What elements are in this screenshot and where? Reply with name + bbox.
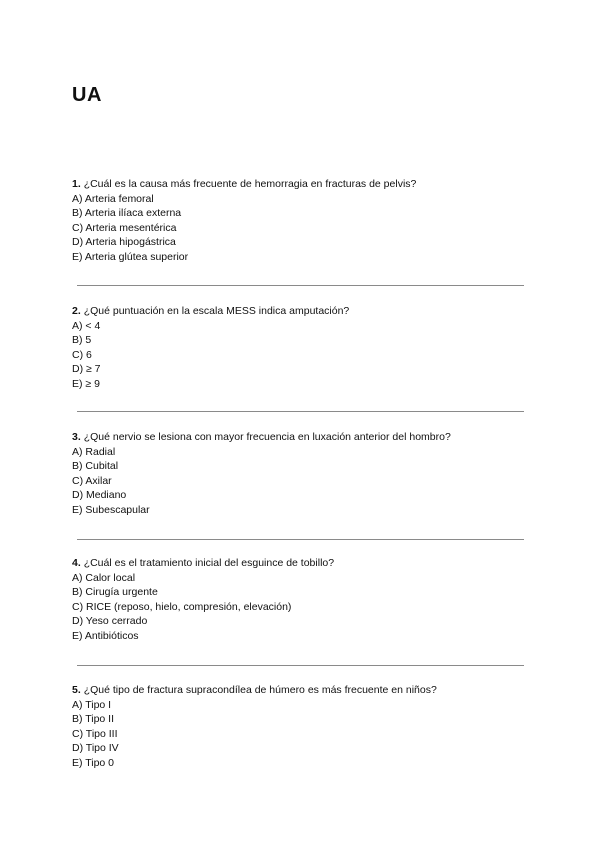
options-list [72,571,532,644]
question-number: 5. [72,684,81,696]
option-b: B) Tipo II [72,713,115,726]
option-e: E) ≥ 9 [72,377,100,390]
option-b: B) Cubital [72,460,119,473]
divider [77,285,524,286]
option-a: A) Radial [72,445,116,458]
question-text [72,683,532,698]
question-number: 2. [72,305,81,317]
option-c: C) 6 [72,348,92,361]
question-text [72,430,532,445]
question-5 [72,683,532,771]
divider [77,411,524,412]
option-c: C) Axilar [72,474,112,487]
option-a: A) Calor local [72,571,136,584]
option-d: D) Tipo IV [72,742,119,755]
question-prompt: ¿Qué nervio se lesiona con mayor frecuencia en luxación anterior del hombro? [83,431,451,443]
question-prompt: ¿Qué puntuación en la escala MESS indica amputación? [83,305,350,317]
option-a: A) Arteria femoral [72,192,154,205]
question-3 [72,430,532,518]
option-e: E) Antibióticos [72,629,139,642]
option-e: E) Arteria glútea superior [72,250,189,263]
question-1 [72,177,532,265]
question-text [72,556,532,571]
option-d: D) Arteria hipogástrica [72,236,176,249]
divider [77,539,524,540]
options-list [72,319,532,392]
option-a: A) < 4 [72,319,101,332]
option-a: A) Tipo I [72,698,112,711]
option-c: C) Arteria mesentérica [72,221,177,234]
option-c: C) RICE (reposo, hielo, compresión, elevación) [72,600,292,613]
question-4 [72,556,532,644]
question-prompt: ¿Cuál es la causa más frecuente de hemorragia en fracturas de pelvis? [83,178,417,190]
option-b: B) Cirugía urgente [72,586,158,599]
option-d: D) Mediano [72,489,127,502]
question-prompt: ¿Qué tipo de fractura supracondílea de húmero es más frecuente en niños? [83,684,437,696]
question-text [72,304,532,319]
option-b: B) 5 [72,334,92,347]
question-text [72,177,532,192]
question-2 [72,304,532,392]
option-e: E) Subescapular [72,503,150,516]
option-c: C) Tipo III [72,727,118,740]
divider [77,665,524,666]
options-list [72,698,532,771]
document-title: UA [72,84,102,106]
option-b: B) Arteria ilíaca externa [72,207,182,220]
options-list [72,192,532,265]
question-number: 1. [72,178,81,190]
options-list [72,445,532,518]
option-d: D) ≥ 7 [72,363,101,376]
question-prompt: ¿Cuál es el tratamiento inicial del esguince de tobillo? [83,557,335,569]
question-number: 4. [72,557,81,569]
option-e: E) Tipo 0 [72,756,115,769]
question-number: 3. [72,431,81,443]
option-d: D) Yeso cerrado [72,615,148,628]
